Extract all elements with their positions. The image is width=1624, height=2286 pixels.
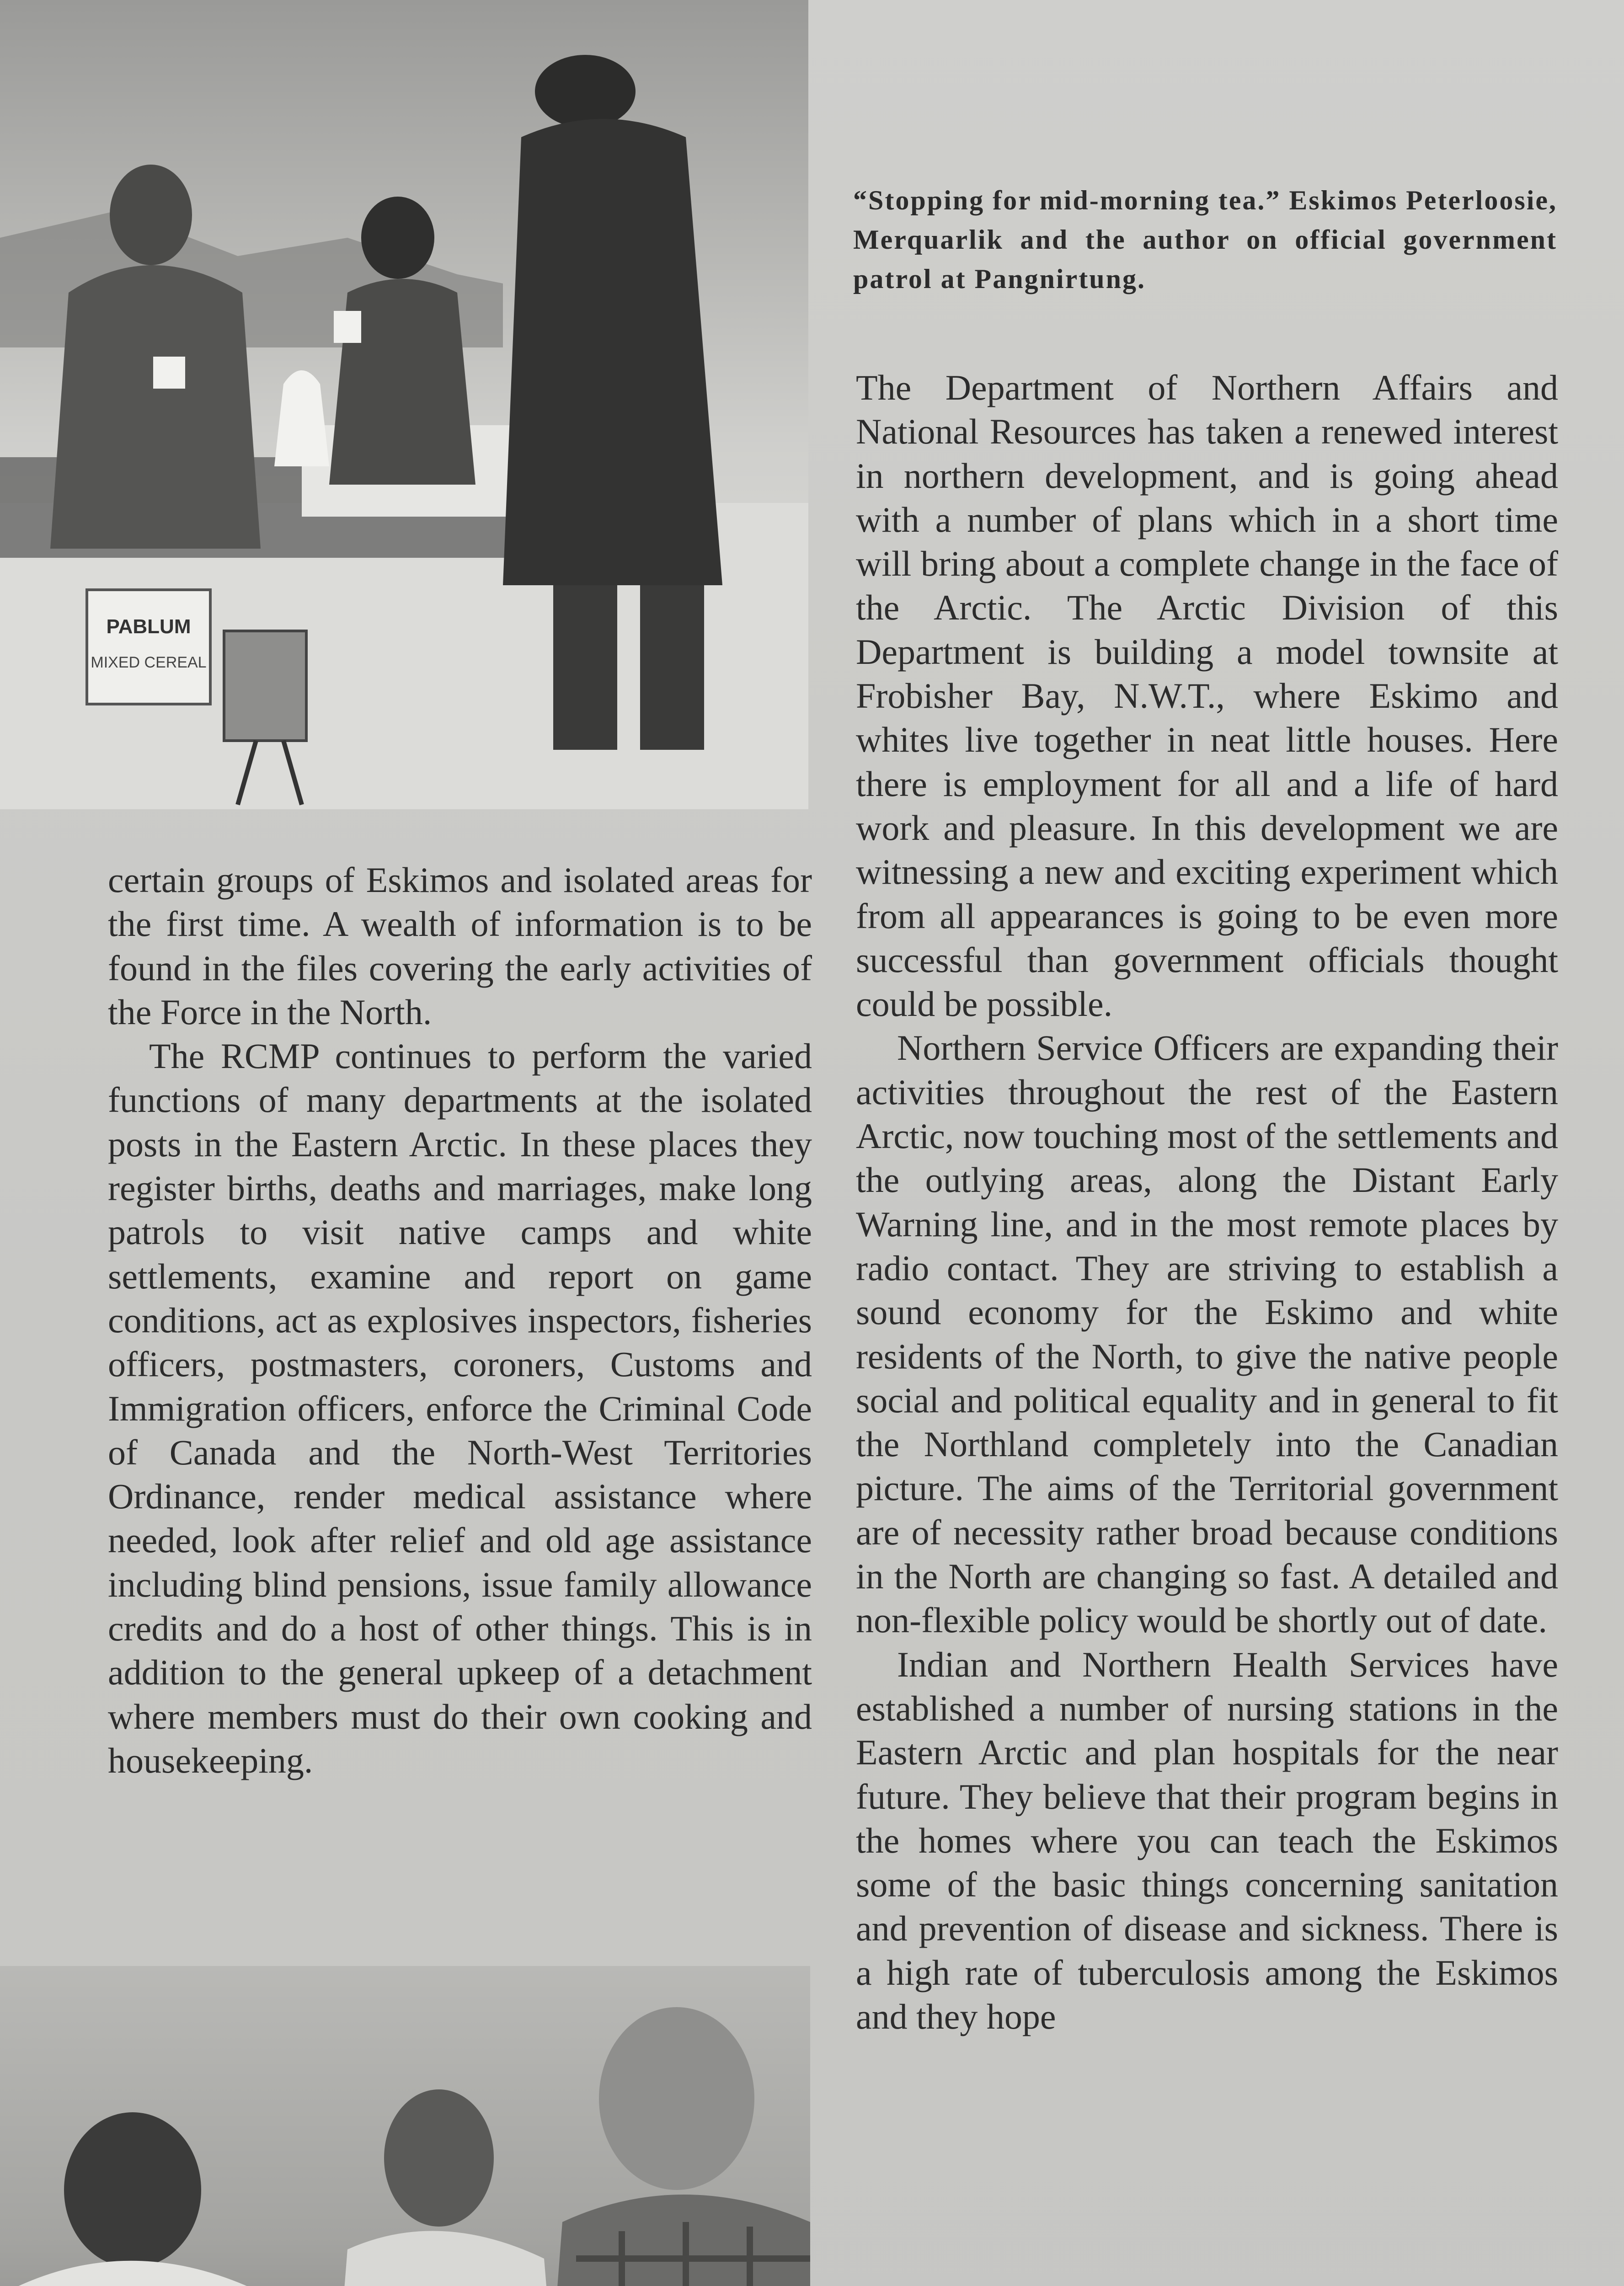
article-column-right [856, 366, 1558, 2039]
box-brand-text: PABLUM [106, 615, 191, 638]
photo-family-allowances [0, 1966, 810, 2286]
paragraph-health-services: Indian and Northern Health Services have established a number of nursing stations in the Eastern Arctic and plan hospitals for the near future. They believe that their program begins in the homes where you can teach the Eskimos some of the basic things concerning sanitation and prevention of disease and sickness. There is a high rate of tuberculosis among the Eskimos and they hope [856, 1644, 1558, 2036]
paragraph-rcmp-functions: The RCMP continues to perform the varied functions of many departments at the isolated posts in the Eastern Arctic. In these places they register births, deaths and marriages, make long patrols to visit native camps and white settlements, examine and report on game conditions, act as explosives inspectors, fisheries officers, postmasters, coroners, Customs and Immigration officers, enforce the Criminal Code of Canada and the North-West Territories Ordinance, render medical assistance where needed, look after relief and old age assistance including blind pensions, issue family allowance credits and do a host of other things. This is in addition to the general upkeep of a detachment where members must do their own cooking and housekeeping. [108, 1036, 812, 1780]
article-column-left [108, 858, 812, 1783]
photo-tea-stop [0, 0, 808, 809]
photo-tea-stop-illustration [0, 0, 808, 809]
paragraph-northern-affairs: The Department of Northern Affairs and National Resources has taken a renewed interest in northern development, and is going ahead with a number of plans which in a short time will bring about a complete change in the face of the Arctic. The Arctic Division of this Department is building a model townsite at Frobisher Bay, N.W.T., where Eskimo and whites live together in neat little houses. Here there is employment for all and a life of hard work and pleasure. In this development we are witnessing a new and exciting experiment which from all appearances is going to be even more successful than government officials thought could be possible. [856, 368, 1558, 1024]
paragraph-early-activities: certain groups of Eskimos and isolated areas for the first time. A wealth of information is to be found in the files covering the early activities of the Force in the North. [108, 860, 812, 1032]
caption-tea-stop: “Stopping for mid-morning tea.” Eskimos Peterloosie, Merquarlik and the author on official government patrol at Pangnirtung. [853, 185, 1557, 294]
photo-family-allowances-illustration [0, 1966, 810, 2286]
box-label-text: MIXED CEREAL [91, 654, 207, 671]
paragraph-northern-service-officers: Northern Service Officers are expanding their activities throughout the rest of the Eastern Arctic, now touching most of the settlements and the outlying areas, along the Distant Early Warning line, and in the most remote places by radio contact. They are striving to establish a sound economy for the Eskimo and white residents of the North, to give the native people social and political equality and in general to fit the Northland completely into the Canadian picture. The aims of the Territorial government are of necessity rather broad because conditions in the North are changing so fast. A detailed and non-flexible policy would be shortly out of date. [856, 1028, 1558, 1640]
